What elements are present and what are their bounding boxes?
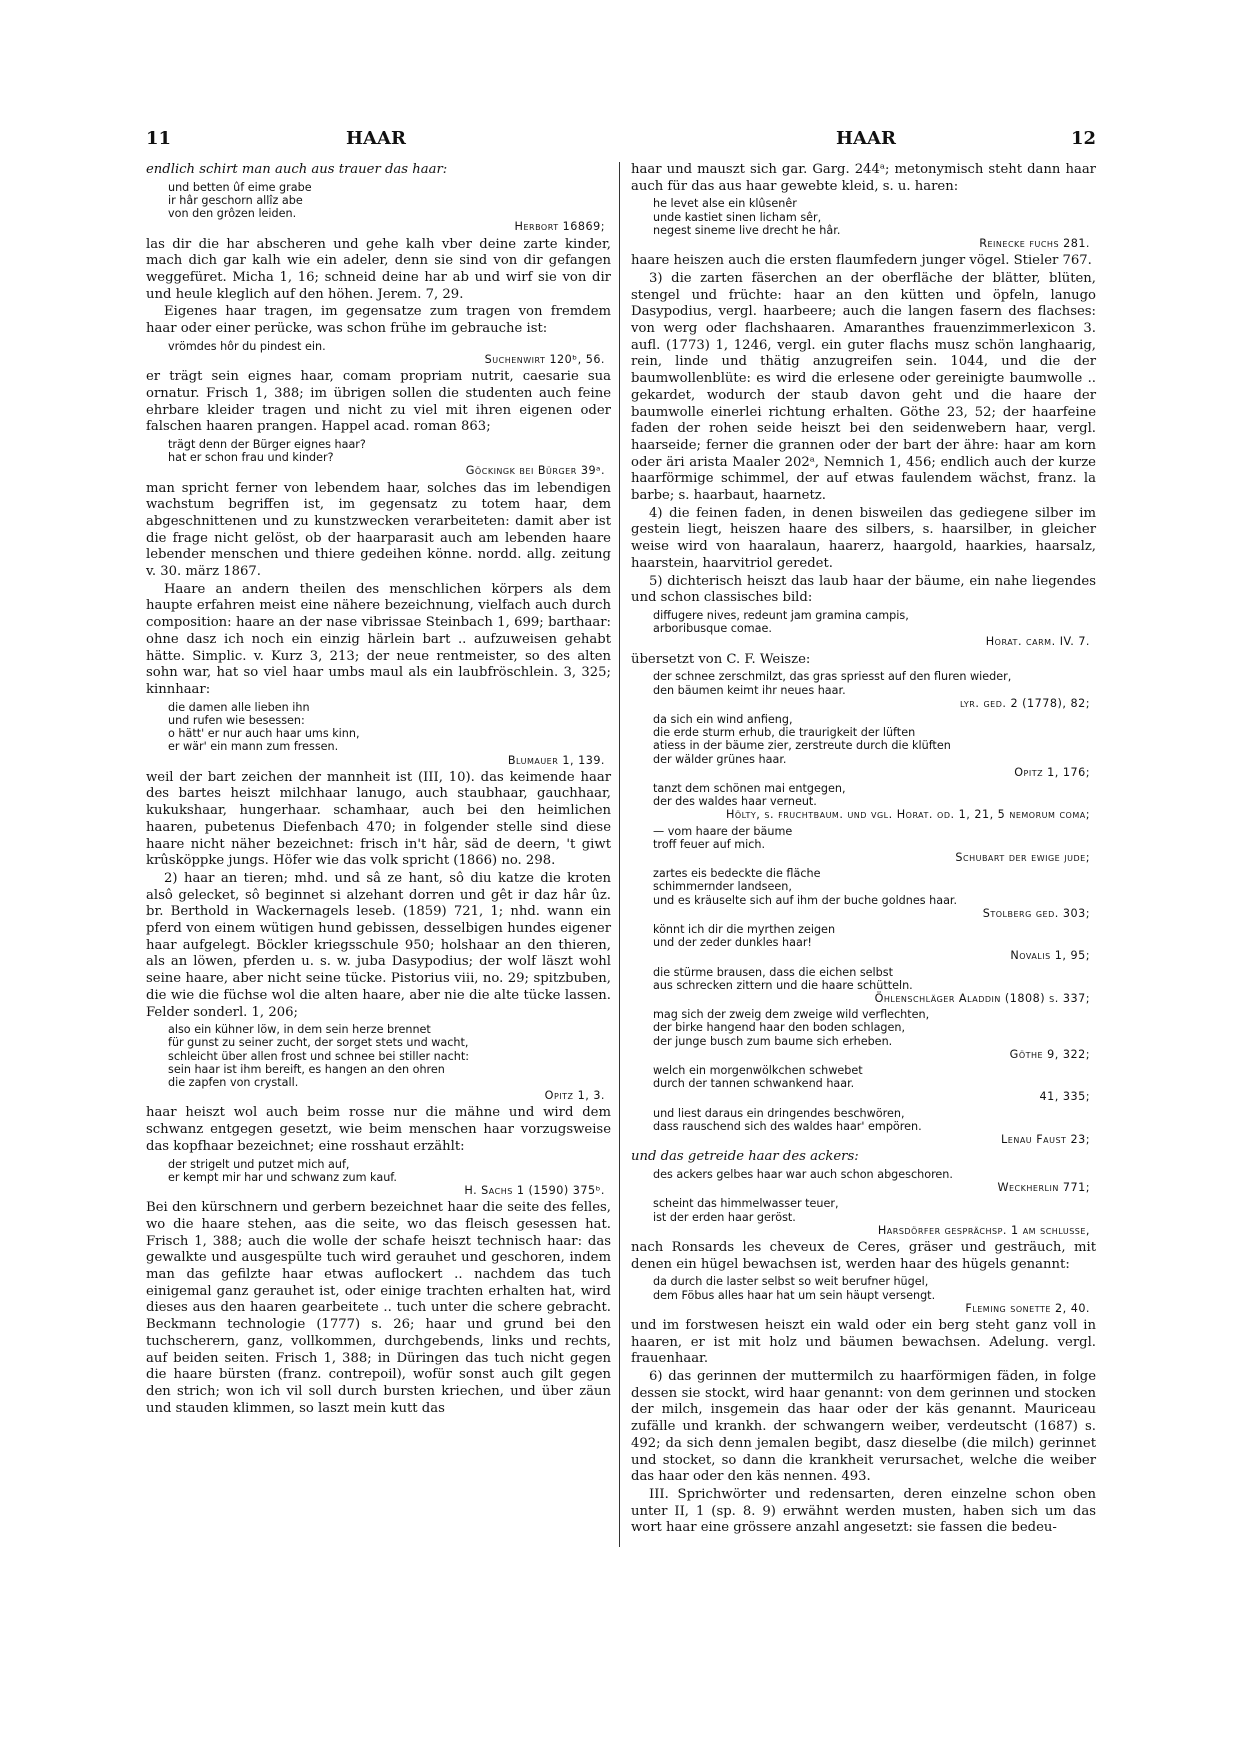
verse-line: sein haar ist ihm bereift, es hangen an den ohren (168, 1062, 445, 1076)
paragraph: las dir die har abscheren und gehe kalh vber deine zarte kinder, mach dich gar kalh wie ein adeler, denn sie sind von dir gefangen weggefüret. Micha 1, 16; schneid deine har ab und wirf sie von dir und heule kleglich auf den höhen. Jerem. 7, 29. (146, 236, 611, 302)
verse-line: die zapfen von crystall. (168, 1076, 299, 1090)
quotation (653, 713, 1096, 779)
quotation (653, 782, 1096, 822)
verse-line: die damen alle lieben ihn (168, 700, 310, 714)
verse-line: zartes eis bedeckte die fläche (653, 867, 821, 881)
paragraph: 4) die feinen faden, in denen bisweilen das gediegene silber im gestein liegt, heiszen haare des silbers, s. haarsilber, in gleicher weise wird von haaralaun, haarerz, haargold, haarkies, haarsalz, haarstein, haarvitriol geredet. (631, 505, 1096, 571)
verse-line: durch der tannen schwankend haar. (653, 1077, 855, 1091)
verse-line: der schnee zerschmilzt, das gras spriesst auf den fluren wieder, (653, 670, 1012, 684)
quotation-source: Lenau Faust 23; (1001, 1133, 1090, 1146)
verse-line: negest sineme live drecht he hâr. (653, 223, 841, 237)
quotation-source: 41, 335; (1039, 1090, 1090, 1104)
quotation-source: Novalis 1, 95; (1010, 949, 1090, 963)
quotation-source: Reinecke fuchs 281. (979, 237, 1090, 251)
quotation-source: Horat. carm. IV. 7. (985, 635, 1090, 649)
verse-line: und betten ûf eime grabe (168, 180, 312, 194)
left-headword: HAAR (346, 128, 406, 149)
paragraph: Haare an andern theilen des menschlichen körpers als dem haupte erfahren meist eine nähere bezeichnung, vielfach auch durch composition: haare an der nase vibrissae Steinbach 1, 699; barthaar: ohne dasz ich noch ein einzig härlein bart .. aufzuweisen gehabt hätte. Simplic. v. Kurz 3, 213; der neue rentmeister, so des alten sohn war, hat so viel haar umbs maul als ein laubfröschlein. 3, 325; kinnhaar: (146, 581, 611, 697)
verse-line: atiess in der bäume zier, zerstreute durch die klüften (653, 739, 951, 753)
verse-line: die stürme brausen, dass die eichen selbst (653, 965, 893, 979)
paragraph: er trägt sein eignes haar, comam propriam nutrit, caesarie sua ornatur. Frisch 1, 388; im übrigen sollen die studenten auch feine ehrbare kleider tragen und nicht zu viel mit ihren eigenen oder falschen haaren prangen. Happel acad. roman 863; (146, 369, 611, 435)
quotation-source: Suchenwirt 120ᵇ, 56. (484, 352, 605, 366)
paragraph: 2) haar an tieren; mhd. und sâ ze hant, sô diu katze die kroten alsô gelecket, sô beginnet si alzehant dorren und gêt ir daz hâr ûz. br. Berthold in Wackernagels leseb. (1859) 721, 1; nhd. wann ein pferd von einem wütigen hund gebissen, desselbigen hundes eigener haar aufgelegt. Böckler kriegsschule 950; holshaar an den thieren, als an löwen, pferden u. s. w. juba Dasypodius; der wolf läszt wohl seine haare, aber nicht seine tücke. Pistorius viii, no. 29; spitzbuben, die wie die füchse wol die alten haare, aber nie die alte tücke lassen. Felder sonderl. 1, 206; (146, 870, 611, 1020)
verse-line: troff feuer auf mich. (653, 837, 766, 851)
quotation-source: Opitz 1, 3. (544, 1089, 605, 1103)
quotation-source: Schubart der ewige jude; (955, 850, 1090, 864)
paragraph: nach Ronsards les cheveux de Ceres, gräser und gesträuch, mit denen ein hügel bewachsen ist, werden haar des hügels genannt: (631, 1239, 1096, 1272)
verse-line: könnt ich dir die myrthen zeigen (653, 922, 836, 936)
verse-line: der des waldes haar verneut. (653, 795, 817, 809)
quotation-source: Opitz 1, 176; (1014, 765, 1090, 779)
quotation-source: Göckingk bei Bürger 39ᵃ. (465, 464, 605, 478)
verse-line: die erde sturm erhub, die traurigkeit der lüften (653, 726, 916, 740)
quotation (168, 438, 611, 478)
paragraph: weil der bart zeichen der mannheit ist (III, 10). das keimende haar des bartes heiszt milchhaar lanugo, auch staubhaar, gauchhaar, kukukshaar, hungerhaar. schamhaar, auch bei den heimlichen haaren, pubetenus Diefenbach 470; in folgender stelle sind diese haare nicht näher bezeichnet: frisch in't hâr, säd de deern, 't giwt krûsköppke jungs. Höfer wie das volk spricht (1866) no. 298. (146, 769, 611, 869)
quotation (653, 670, 1096, 710)
quotation-source: lyr. ged. 2 (1778), 82; (960, 696, 1090, 710)
verse-line: vrömdes hôr du pindest ein. (168, 339, 326, 353)
paragraph: Bei den kürschnern und gerbern bezeichnet haar die seite des felles, wo die haare stehen, aas die seite, wo das fleisch gesessen hat. Frisch 1, 388; auch die wolle der schafe heiszt technisch haar: das gewalkte und ausgespülte tuch wird gerauhet und geschoren, indem man das gefilzte haar etwas auflockert .. nachdem das tuch einigemal ganz gerauhet ist, oder einige trachten erhalten hat, wird dieses aus den haaren gearbeitete .. tuch unter die schere gebracht. Beckmann technologie (1777) s. 26; haar und grund bei den tuchscherern, ganz, vollkommen, durchgebends, links und rechts, auf beiden seiten. Frisch 1, 388; in Düringen das tuch nicht gegen die haare bürsten (franz. contrepoil), wofür sonst auch gilt gegen den strich; won ich vil soll durch bursten kriechen, und über zäun und stauden klimmen, so laszt mein kutt das (146, 1200, 611, 1416)
column-divider (619, 162, 620, 1547)
verse-line: von den grôzen leiden. (168, 207, 297, 221)
quotation (653, 1197, 1096, 1237)
verse-line: der strigelt und putzet mich auf, (168, 1157, 350, 1171)
paragraph: und im forstwesen heiszt ein wald oder ein berg steht ganz voll in haaren, er ist mit holz und bäumen bewachsen. Adelung. vergl. frauenhaar. (631, 1317, 1096, 1367)
quotation-source: Fleming sonette 2, 40. (965, 1301, 1090, 1315)
paragraph: 6) das gerinnen der muttermilch zu haarförmigen fäden, in folge dessen sie stockt, wird haar genannt: von dem gerinnen und stocken der milch, insgemein das haar oder der käs genannt. Mauriceau zufälle und krankh. der schwangern weiber, verdeutscht (1687) s. 492; da sich denn jemalen begibt, dasz dieselbe (die milch) gerinnet und stocket, so dann die krankheit verursachet, welche die weiber das haar oder den käs nennen. 493. (631, 1369, 1096, 1485)
verse-line: unde kastiet sinen licham sêr, (653, 210, 822, 224)
verse-line: schimmernder landseen, (653, 880, 792, 894)
verse-line: arboribusque comae. (653, 622, 772, 636)
page-header (146, 128, 1096, 150)
quotation (653, 197, 1096, 250)
verse-line: da durch die laster selbst so weit berufner hügel, (653, 1275, 929, 1289)
quotation-source: Weckherlin 771; (997, 1181, 1090, 1195)
paragraph: haar heiszt wol auch beim rosse nur die mähne und wird dem schwanz entgegen gesetzt, wie beim menschen haar vorzugsweise das kopfhaar bezeichnet; eine rosshaut erzählt: (146, 1105, 611, 1154)
verse-line: und der zeder dunkles haar! (653, 936, 812, 950)
verse-line: he levet alse ein klûsenêr (653, 197, 797, 211)
quotation (653, 609, 1096, 649)
paragraph: III. Sprichwörter und redensarten, deren einzelne schon oben unter II, 1 (sp. 8. 9) erwähnt werden musten, haben sich um das wort haar eine grössere anzahl angesetzt: sie fassen die bedeu- (631, 1486, 1096, 1536)
verse-line: scheint das himmelwasser teuer, (653, 1197, 839, 1211)
verse-line: und rufen wie besessen: (168, 713, 305, 727)
quotation (653, 1168, 1096, 1194)
quotation (168, 1023, 611, 1102)
verse-line: o hätt' er nur auch haar ums kinn, (168, 727, 360, 741)
quotation-source: Harsdörfer gesprächsp. 1 am schlusse, (877, 1223, 1090, 1237)
paragraph: und das getreide haar des ackers: (631, 1149, 859, 1165)
paragraph: Eigenes haar tragen, im gegensatze zum tragen von fremdem haar oder einer perücke, was schon frühe im gebrauche ist: (146, 304, 611, 337)
verse-line: den bäumen keimt ihr neues haar. (653, 683, 846, 697)
quotation (653, 1107, 1096, 1147)
quotation (168, 701, 611, 767)
verse-line: und es kräuselte sich auf ihm der buche goldnes haar. (653, 893, 958, 907)
quotation (653, 1275, 1096, 1315)
quotation-source: H. Sachs 1 (1590) 375ᵇ. (464, 1184, 605, 1197)
quotation-source: Öhlenschläger Aladdin (1808) s. 337; (874, 991, 1090, 1005)
verse-line: der wälder grünes haar. (653, 752, 787, 766)
quotation (653, 923, 1096, 963)
verse-line: des ackers gelbes haar war auch schon abgeschoren. (653, 1167, 953, 1181)
paragraph: übersetzt von C. F. Weisze: (631, 651, 811, 667)
paragraph: endlich schirt man auch aus trauer das haar: (146, 162, 448, 177)
verse-line: und liest daraus ein dringendes beschwören, (653, 1106, 905, 1120)
right-column (631, 162, 1096, 1538)
paragraph: 5) dichterisch heiszt das laub haar der bäume, ein nahe liegendes und schon classisches bild: (631, 573, 1096, 606)
quotation (168, 181, 611, 234)
quotation (168, 1158, 611, 1198)
verse-line: also ein kühner löw, in dem sein herze brennet (168, 1023, 431, 1037)
verse-line: aus schrecken zittern und die haare schütteln. (653, 978, 913, 992)
verse-line: hat er schon frau und kinder? (168, 451, 334, 465)
left-column-number: 11 (146, 128, 172, 149)
quotation-source: Göthe 9, 322; (1009, 1047, 1090, 1061)
verse-line: er kempt mir har und schwanz zum kauf. (168, 1170, 397, 1184)
verse-line: ir hâr geschorn allîz abe (168, 193, 303, 207)
verse-line: da sich ein wind anfieng, (653, 712, 793, 726)
paragraph: haar und mauszt sich gar. Garg. 244ᵃ; metonymisch steht dann haar auch für das aus haar gewebte kleid, s. u. haren: (631, 162, 1096, 194)
verse-line: dass rauschend sich des waldes haar' empören. (653, 1119, 922, 1133)
verse-line: der birke hangend haar den boden schlagen, (653, 1021, 906, 1035)
verse-line: der junge busch zum baume sich erheben. (653, 1034, 893, 1048)
quotation-source: Blumauer 1, 139. (507, 753, 605, 767)
quotation-source: Herbort 16869; (514, 220, 605, 234)
paragraph: haare heiszen auch die ersten flaumfedern junger vögel. Stieler 767. (631, 253, 1092, 269)
verse-line: diffugere nives, redeunt jam gramina campis, (653, 608, 909, 622)
verse-line: für gunst zu seiner zucht, der sorget stets und wacht, (168, 1036, 469, 1050)
verse-line: schleicht über allen frost und schnee bei stiller nacht: (168, 1049, 469, 1063)
quotation (653, 867, 1096, 920)
verse-line: dem Föbus alles haar hat um sein häupt versengt. (653, 1288, 936, 1302)
paragraph: 3) die zarten fäserchen an der oberfläche der blätter, blüten, stengel und früchte: haar an den kütten und öpfeln, lanugo Dasypodius, vergl. haarbeere; auch die langen fasern des flachses: von werg oder flachshaaren. Amaranthes frauenzimmerlexicon 3. aufl. (1773) 1, 1246, vergl. ein guter flachs musz schön langhaarig, rein, linde und thätig anzugreifen sein. 1044, und die der baumwollenblüte: es wird die erlesene oder gereinigte baumwolle .. gekardet, wodurch der staub davon geht und die haare der baumwolle einerlei richtung erhalten. Göthe 23, 52; der haarfeine faden der rohen seide heiszt bei den seidenwebern haar, vergl. haarseide; ferner die grannen oder der bart der ähre: haar am korn oder äri arista Maaler 202ᵃ, Nemnich 1, 456; endlich auch der kurze haarförmige schimmel, der auf etwas faulendem wächst, franz. la barbe; s. haarbaut, haarnetz. (631, 270, 1096, 504)
verse-line: welch ein morgenwölkchen schwebet (653, 1063, 863, 1077)
paragraph: man spricht ferner von lebendem haar, solches das im lebendigen wachstum begriffen ist, im gegensatz zu totem haar, dem abgeschnittenen und zu kunstzwecken verarbeiteten: damit aber ist die frage nicht gelöst, ob der haarparasit auch am lebenden haare lebender menschen und thiere gedeihen könne. nordd. allg. zeitung v. 30. märz 1867. (146, 480, 611, 580)
quotation (168, 340, 611, 366)
quotation (653, 966, 1096, 1006)
right-column-number: 12 (1070, 128, 1096, 149)
right-headword: HAAR (836, 128, 896, 149)
quotation (653, 1064, 1096, 1104)
quotation (653, 1008, 1096, 1061)
verse-line: er wär' ein mann zum fressen. (168, 740, 339, 754)
quotation-source: Stolberg ged. 303; (982, 906, 1090, 920)
quotation (653, 825, 1096, 865)
verse-line: mag sich der zweig dem zweige wild verflechten, (653, 1008, 930, 1022)
left-column (146, 162, 611, 1418)
verse-line: ist der erden haar geröst. (653, 1210, 796, 1224)
verse-line: trägt denn der Bürger eignes haar? (168, 437, 366, 451)
verse-line: — vom haare der bäume (653, 824, 793, 838)
quotation-source: Hölty, s. fruchtbaum. und vgl. Horat. od. 1, 21, 5 nemorum coma; (725, 808, 1090, 822)
verse-line: tanzt dem schönen mai entgegen, (653, 781, 846, 795)
